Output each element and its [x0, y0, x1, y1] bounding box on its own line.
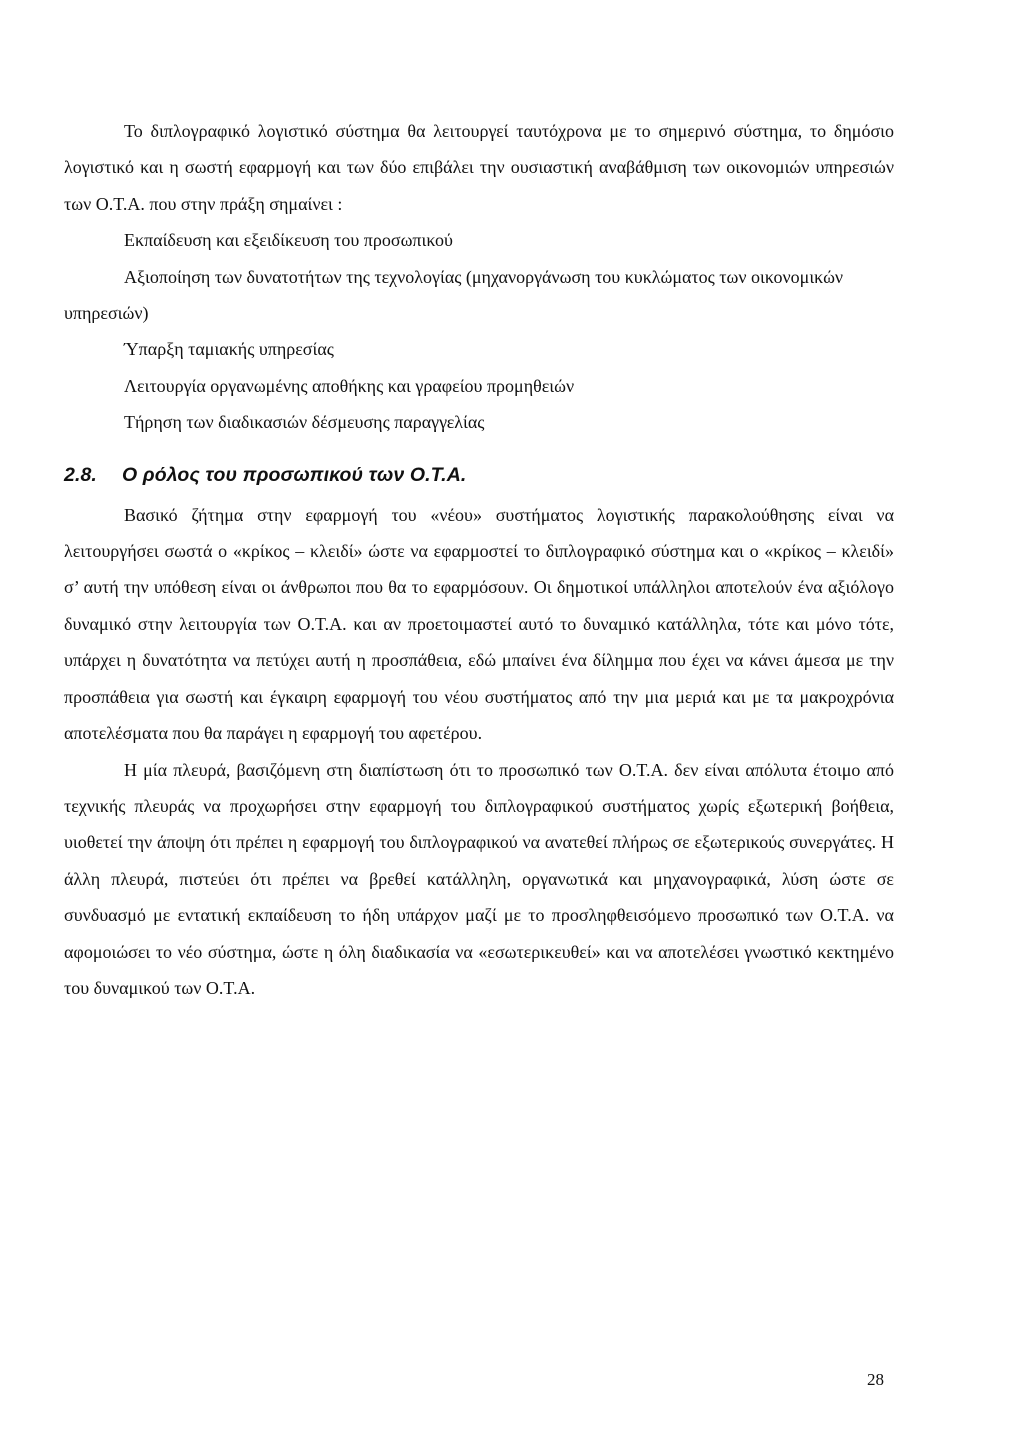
body-paragraph-2: Η μία πλευρά, βασιζόμενη στη διαπίστωση ότι το προσωπικό των Ο.Τ.Α. δεν είναι απόλυτα έτοιμο από τεχνικής πλευράς να προχωρήσει στην εφαρμογή του διπλογραφικού συστήματος χωρίς εξωτερική βοήθεια, υιοθετεί την άποψη ότι πρέπει η εφαρμογή του διπλογραφικού να ανατεθεί πλήρως σε εξωτερικούς συνεργάτες. Η άλλη πλευρά, πιστεύει ότι πρέπει να βρεθεί κατάλληλη, οργανωτικά και μηχανογραφικά, λύση ώστε σε συνδυασμό με εντατική εκπαίδευση το ήδη υπάρχον μαζί με το προσληφθεισόμενο προσωπικό των Ο.Τ.Α. να αφομοιώσει το νέο σύστημα, ώστε η όλη διαδικασία να «εσωτερικευθεί» και να αποτελέσει γνωστικό κεκτημένο του δυναμικού των Ο.Τ.Α. [64, 759, 894, 998]
list-item-warehouse: Λειτουργία οργανωμένης αποθήκης και γραφείου προμηθειών [124, 375, 575, 396]
list-item-ordering: Τήρηση των διαδικασιών δέσμευσης παραγγελίας [124, 412, 485, 433]
list-item-technology: Αξιοποίηση των δυνατοτήτων της τεχνολογίας (μηχανοργάνωση του κυκλώματος των οικονομικών υπηρεσιών) [64, 266, 844, 324]
page-number: 28 [867, 1370, 884, 1389]
section-title: Ο ρόλος του προσωπικού των Ο.Τ.Α. [122, 463, 467, 486]
section-heading [64, 457, 894, 493]
body-paragraph-1: Βασικό ζήτημα στην εφαρμογή του «νέου» συστήματος λογιστικής παρακολούθησης είναι να λειτουργήσει σωστά ο «κρίκος – κλειδί» ώστε να εφαρμοστεί το διπλογραφικό σύστημα και ο «κρίκος – κλειδί» σ’ αυτή την υπόθεση είναι οι άνθρωποι που θα το εφαρμόσουν. Οι δημοτικοί υπάλληλοι αποτελούν ένα αξιόλογο δυναμικό στην λειτουργία των Ο.Τ.Α. και αν προετοιμαστεί αυτό το δυναμικό κατάλληλα, τότε και μόνο τότε, υπάρχει η δυνατότητα να πετύχει αυτή η προσπάθεια, εδώ μπαίνει ένα δίλημμα που έχει να κάνει άμεσα με την προσπάθεια για σωστή και έγκαιρη εφαρμογή του νέου συστήματος από την μια μεριά και με τα μακροχρόνια αποτελέσματα που θα παράγει η εφαρμογή του αφετέρου. [64, 504, 894, 744]
section-number: 2.8. [64, 463, 97, 486]
page-content [64, 113, 894, 1006]
list-item-training: Εκπαίδευση και εξειδίκευση του προσωπικού [124, 230, 453, 251]
intro-paragraph: Το διπλογραφικό λογιστικό σύστημα θα λειτουργεί ταυτόχρονα με το σημερινό σύστημα, το δημόσιο λογιστικό και η σωστή εφαρμογή και των δύο επιβάλει την ουσιαστική αναβάθμιση των οικονομιών υπηρεσιών των Ο.Τ.Α. που στην πράξη σημαίνει : [64, 121, 894, 214]
list-item-treasury: Ύπαρξη ταμιακής υπηρεσίας [124, 339, 334, 360]
